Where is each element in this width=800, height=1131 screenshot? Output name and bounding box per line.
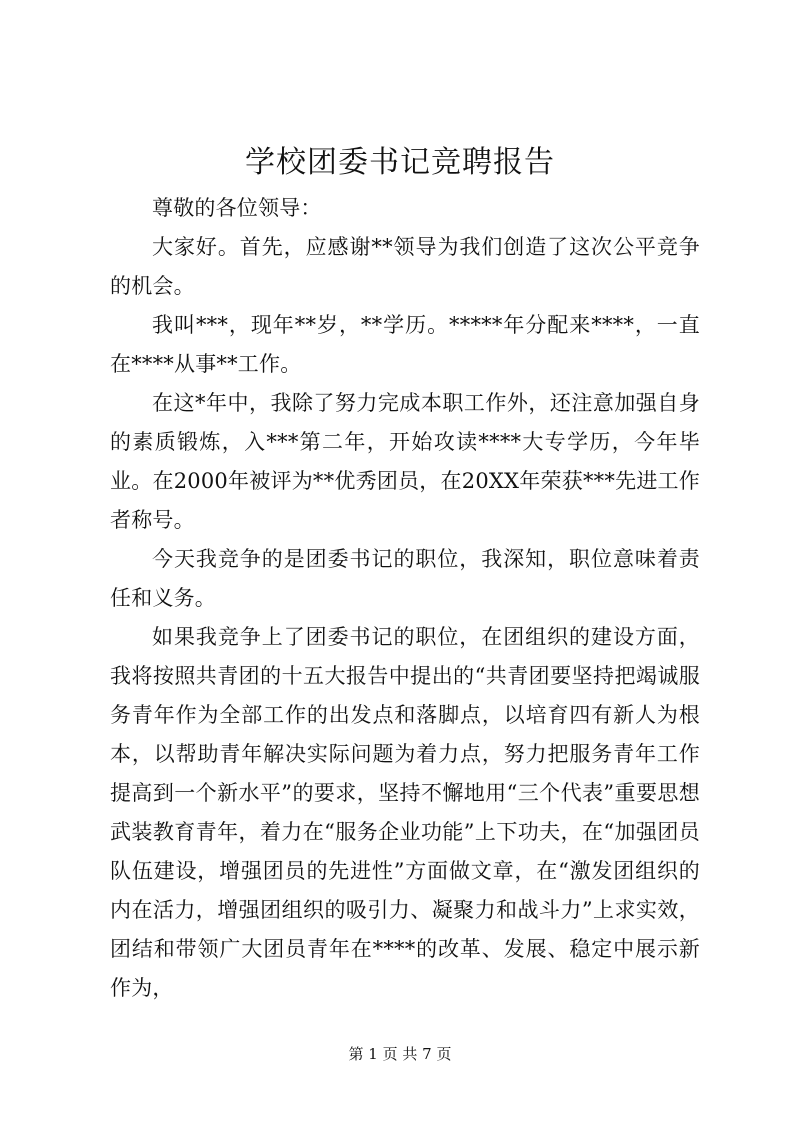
page-footer: 第 1 页 共 7 页 <box>348 1045 452 1063</box>
document-body <box>110 189 700 1008</box>
paragraph-plan: 如果我竞争上了团委书记的职位，在团组织的建设方面，我将按照共青团的十五大报告中提出的“共青团要坚持把竭诚服务青年作为全部工作的出发点和落脚点，以培育四有新人为根本，以帮助青年解决实际问题为着力点，努力把服务青年工作提高到一个新水平”的要求，坚持不懈地用“三个代表”重要思想武装教育青年，着力在“服务企业功能”上下功夫，在“加强团员队伍建设，增强团员的先进性”方面做文章，在“激发团组织的内在活力，增强团组织的吸引力、凝聚力和战斗力”上求实效，团结和带领广大团员青年在****的改革、发展、稳定中展示新作为， <box>110 625 700 1000</box>
paragraph-experience: 在这*年中，我除了努力完成本职工作外，还注意加强自身的素质锻炼，入***第二年，开始攻读****大专学历，今年毕业。在2000年被评为**优秀团员，在20XX年荣获***先进工作者称号。 <box>110 391 700 532</box>
document-title: 学校团委书记竞聘报告 <box>245 145 555 180</box>
paragraph-position: 今天我竞争的是团委书记的职位，我深知，职位意味着责任和义务。 <box>110 547 700 610</box>
paragraph-greeting: 大家好。首先，应感谢**领导为我们创造了这次公平竞争的机会。 <box>110 235 700 298</box>
salutation: 尊敬的各位领导： <box>152 196 322 220</box>
paragraph-introduction: 我叫***，现年**岁，**学历。*****年分配来****，一直在****从事**工作。 <box>110 313 700 376</box>
